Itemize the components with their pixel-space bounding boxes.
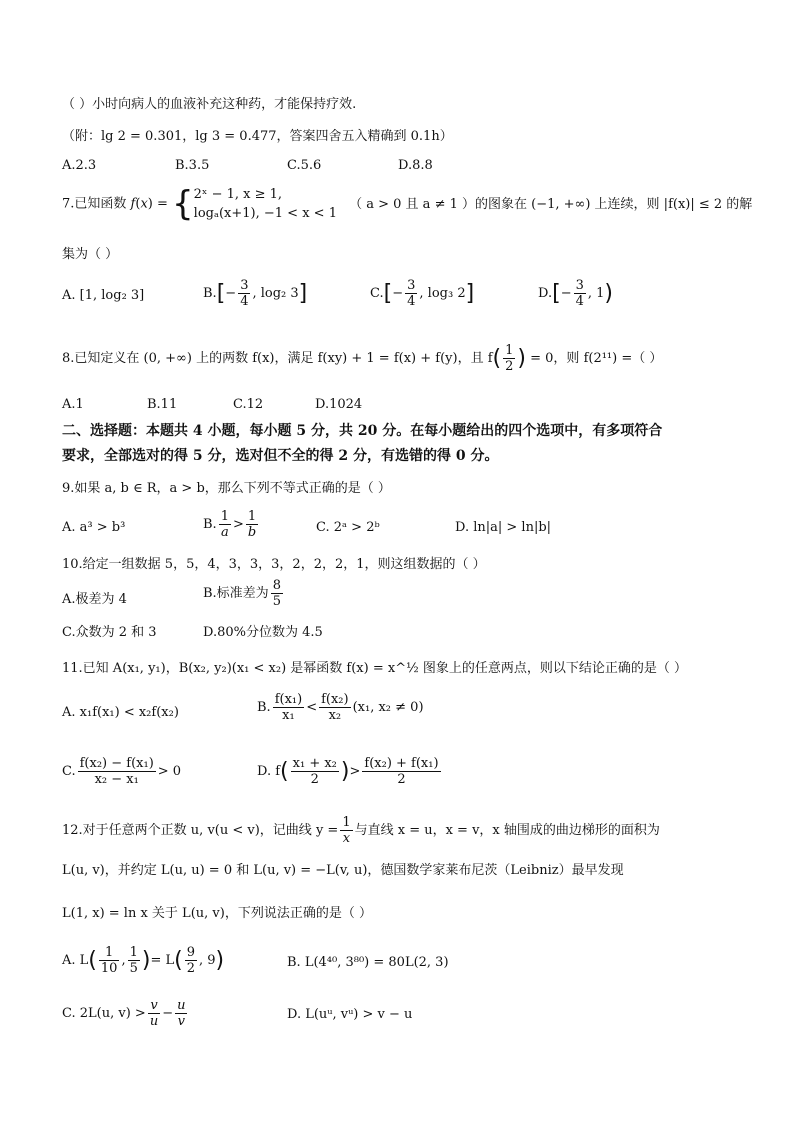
q8-option-b: B.11 xyxy=(147,397,178,412)
q10-option-d: D.80%分位数为 4.5 xyxy=(203,625,323,640)
q10-option-c: C.众数为 2 和 3 xyxy=(62,625,157,640)
q7-case2: logₐ(x+1), −1 < x < 1 xyxy=(193,206,337,221)
q6-option-b: B.3.5 xyxy=(175,158,210,173)
q12-option-c: C. 2L(u, v) > $\frac{v}{u}$ − $\frac{u}{v}$ xyxy=(62,998,186,1029)
q10-stem: 10.给定一组数据 5，5，4，3，3，3，2，2，2，1，则这组数据的（ ） xyxy=(62,557,486,572)
q8-option-a: A.1 xyxy=(62,397,84,412)
q6-option-d: D.8.8 xyxy=(398,158,433,173)
q12-line1: 12.对于任意两个正数 u, v(u < v)，记曲线 y = $\frac{1}{x}$ 与直线 x = u，x = v，x 轴围成的曲边梯形的面积为 xyxy=(62,815,660,846)
q12-line3: L(1, x) = ln x 关于 L(u, v)，下列说法正确的是（ ） xyxy=(62,906,372,921)
q12-option-a: A. L( $\frac{1}{10}$ , $\frac{1}{5}$ )= L( $\frac{9}{2}$ , 9) xyxy=(62,945,225,976)
q7-option-d: D.[− $\frac{3}{4}$ , 1) xyxy=(538,278,614,309)
q11-stem: 11.已知 A(x₁, y₁)，B(x₂, y₂)(x₁ < x₂) 是幂函数 f(x) = x^½ 图象上的任意两点，则以下结论正确的是（ ） xyxy=(62,661,687,676)
q9-option-b: B. $\frac{1}{a}$ > $\frac{1}{b}$ xyxy=(203,509,257,540)
q9-option-d: D. ln|a| > ln|b| xyxy=(455,520,552,535)
section2-line1: 二、选择题：本题共 4 小题，每小题 5 分，共 20 分。在每小题给出的四个选项中，有多项符合 xyxy=(62,423,663,439)
q9-option-c: C. 2ᵃ > 2ᵇ xyxy=(316,520,380,535)
section2-line2: 要求，全部选对的得 5 分，选对但不全的得 2 分，有选错的得 0 分。 xyxy=(62,448,499,464)
q7-option-c: C.[− $\frac{3}{4}$ , log₃ 2] xyxy=(370,278,475,309)
q7-line2: 集为（ ） xyxy=(62,247,119,262)
q7-brace-icon: { xyxy=(172,184,194,224)
q11-option-b: B. $\frac{\text{f(x₁)}}{\text{x₁}}$ < $\frac{\text{f(x₂)}}{\text{x₂}}$ (x₁, x₂ ≠ 0) xyxy=(257,692,424,723)
q12-option-b: B. L(4⁴⁰, 3⁸⁰) = 80L(2, 3) xyxy=(287,955,449,970)
q6-option-c: C.5.6 xyxy=(287,158,322,173)
q6-option-a: A.2.3 xyxy=(62,158,97,173)
q10-option-b: B.标准差为 $\frac{8}{5}$ xyxy=(203,578,281,609)
q7-condition: （ a > 0 且 a ≠ 1 ）的图象在 (−1, +∞) 上连续，则 |f(x)| ≤ 2 的解 xyxy=(349,196,753,212)
q7-lead: 7.已知函数 xyxy=(62,196,127,212)
q7-option-a: A. [1, log₂ 3] xyxy=(62,288,145,303)
q12-line2: L(u, v)，并约定 L(u, u) = 0 和 L(u, v) = −L(v, u)，德国数学家莱布尼茨（Leibniz）最早发现 xyxy=(62,863,624,878)
q8-option-d: D.1024 xyxy=(315,397,363,412)
q9-option-a: A. a³ > b³ xyxy=(62,520,126,535)
q11-option-c: C. $\frac{\text{f(x₂) − f(x₁)}}{\text{x₂ − x₁}}$ > 0 xyxy=(62,756,182,787)
q7-option-b: B.[− $\frac{3}{4}$ , log₂ 3] xyxy=(203,278,308,309)
q10-option-a: A.极差为 4 xyxy=(62,592,127,607)
q6-line2: （附：lg 2 = 0.301，lg 3 = 0.477，答案四舍五入精确到 0.1h） xyxy=(62,129,453,144)
q12-option-d: D. L(uᵘ, vᵘ) > v − u xyxy=(287,1007,413,1022)
q9-stem: 9.如果 a, b ∈ R，a > b，那么下列不等式正确的是（ ） xyxy=(62,481,391,496)
q11-option-a: A. x₁f(x₁) < x₂f(x₂) xyxy=(62,705,179,720)
q11-option-d: D. f( $\frac{\text{x₁ + x₂}}{2}$ )> $\frac{\text{f(x₂) + f(x₁)}}{2}$ xyxy=(257,756,439,787)
q7-cases xyxy=(194,185,337,223)
q7-case1: 2ˣ − 1, x ≥ 1, xyxy=(193,187,283,202)
q6-line1: （ ）小时向病人的血液补充这种药，才能保持疗效. xyxy=(62,97,357,112)
q7-stem: 7.已知函数 f(x) = { 2ˣ − 1, x ≥ 1, logₐ(x+1), −1 < x < 1 （ a > 0 且 a ≠ 1 ）的图象在 (−1, +∞) 上连续，则 |f(x)| ≤ 2 的解 xyxy=(62,184,753,224)
q7-fx: f xyxy=(130,196,136,212)
q8-option-c: C.12 xyxy=(233,397,264,412)
q8-stem: 8.已知定义在 (0, +∞) 上的两数 f(x)，满足 f(xy) + 1 = f(x) + f(y)，且 f( $\frac{1}{2}$ ) = 0，则 f(2¹¹) =（ ） xyxy=(62,343,663,374)
